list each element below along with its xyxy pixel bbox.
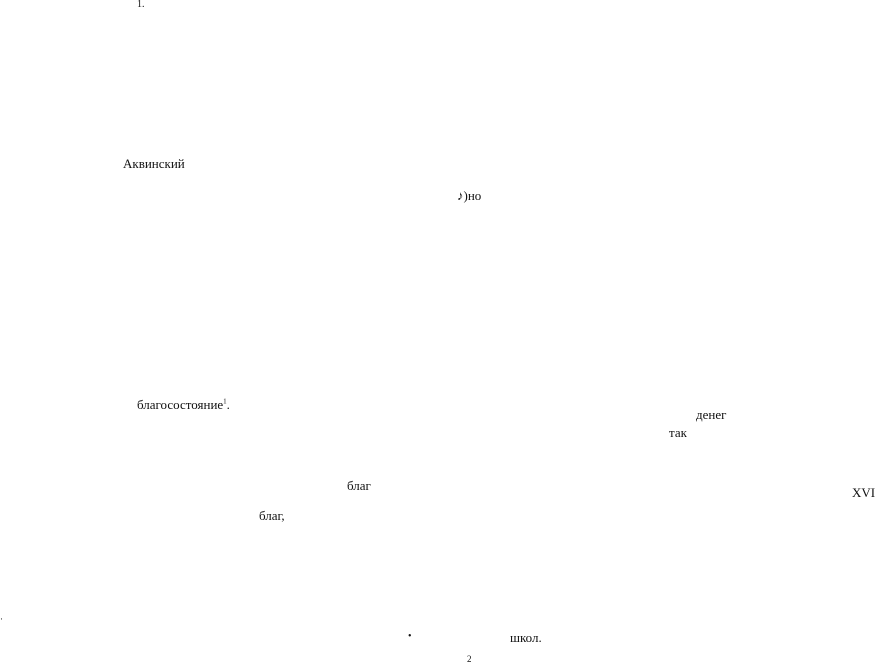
bullet-mark: • — [408, 631, 412, 642]
text-welfare-line — [137, 398, 230, 411]
text-aquinas: Аквинский — [123, 156, 185, 171]
text-so: так — [669, 425, 687, 440]
text-money: денег — [696, 407, 727, 422]
text-schools: школ. — [510, 630, 542, 645]
text-goods-1: благ — [347, 478, 371, 493]
text-welfare-period: . — [226, 397, 230, 412]
text-glyph-cluster: ♪)но — [457, 188, 482, 203]
text-welfare: благосостояние — [137, 397, 224, 412]
text-goods-2: благ, — [259, 508, 285, 523]
item-marker: 1. — [137, 0, 145, 10]
page-number: 2 — [467, 654, 472, 663]
footnote-reference: 1 — [223, 397, 227, 406]
left-edge-mark: · — [0, 614, 3, 624]
text-century-roman: XVI — [852, 485, 875, 500]
